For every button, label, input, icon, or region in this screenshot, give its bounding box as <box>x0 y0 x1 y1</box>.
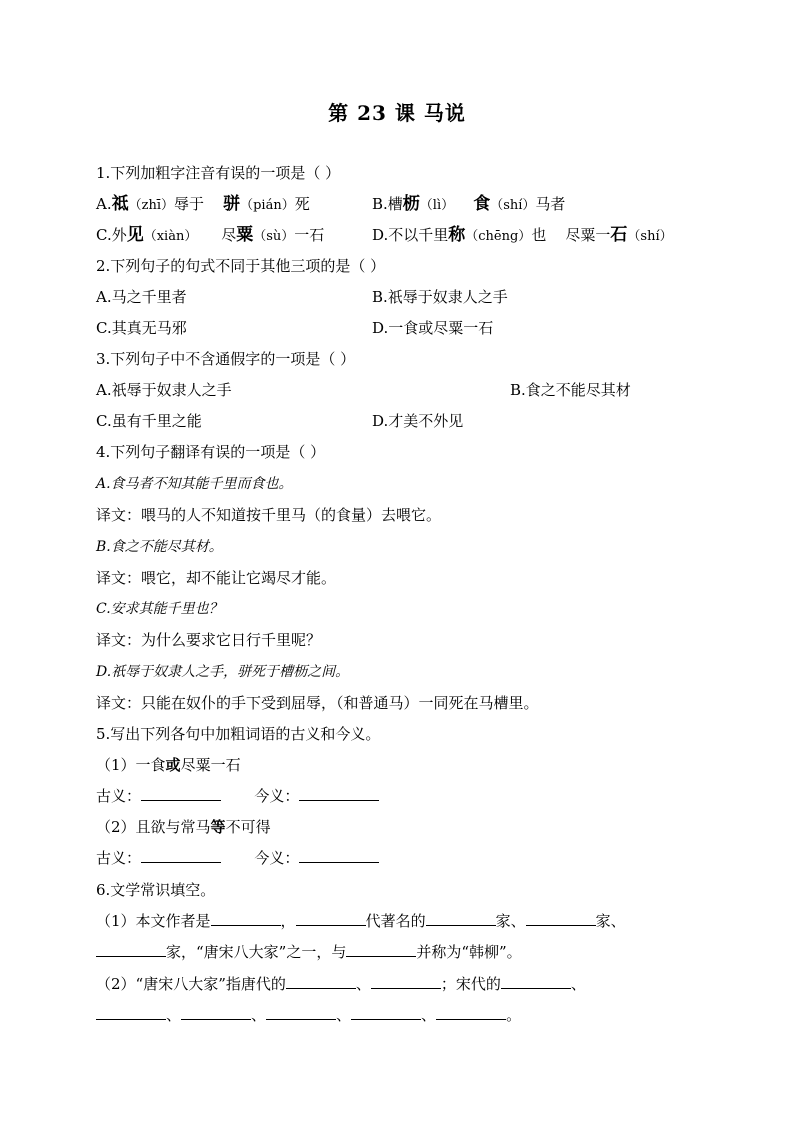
q3-option-c: C.虽有千里之能 <box>96 412 202 430</box>
q2-option-a: A.马之千里者 <box>96 288 187 306</box>
q4-option-a: A.食马者不知其能千里而食也。 <box>96 476 293 492</box>
q6-tang-blank-2[interactable] <box>371 974 441 989</box>
q5-stem: 5.写出下列各句中加粗词语的古义和今义。 <box>96 725 381 743</box>
q6-song-blank-6[interactable] <box>436 1005 506 1020</box>
q3-option-a: A.祇辱于奴隶人之手 <box>96 381 232 399</box>
q6-role-blank-1[interactable] <box>426 911 496 926</box>
q3-option-b: B.食之不能尽其材 <box>510 381 631 399</box>
q2-option-d: D.一食或尽粟一石 <box>372 319 494 337</box>
q6-dynasty-blank[interactable] <box>296 911 366 926</box>
q4-option-c: C.安求其能千里也？ <box>96 601 223 617</box>
q5-answer-row-2: 古义： 今义： <box>96 848 379 868</box>
q6-song-blank-4[interactable] <box>266 1005 336 1020</box>
q5-2-ancient-blank[interactable] <box>141 848 221 863</box>
q6-author-blank[interactable] <box>211 911 281 926</box>
q6-liu-blank[interactable] <box>346 942 416 957</box>
q3-option-d: D.才美不外见 <box>372 412 464 430</box>
q4-option-d: D.祇辱于奴隶人之手，骈死于槽枥之间。 <box>96 664 350 680</box>
q6-song-blank-5[interactable] <box>351 1005 421 1020</box>
q1-option-d: D.不以千里称（chēng）也 尽粟一石（shí） <box>372 225 673 245</box>
q5-sentence-1: （1）一食或尽粟一石 <box>96 756 241 774</box>
q2-option-c: C.其真无马邪 <box>96 319 187 337</box>
q6-song-blank-3[interactable] <box>181 1005 251 1020</box>
q6-line-1: （1）本文作者是 ， 代著名的 家、 家、 <box>96 912 626 930</box>
q1-option-a: A.祗（zhī）辱于 骈（pián）死 <box>96 194 310 214</box>
q2-option-b: B.祇辱于奴隶人之手 <box>372 288 508 306</box>
q5-1-modern-blank[interactable] <box>299 786 379 801</box>
q5-sentence-2: （2）且欲与常马等不可得 <box>96 818 271 836</box>
q5-1-ancient-blank[interactable] <box>141 786 221 801</box>
q4-stem: 4.下列句子翻译有误的一项是（ ） <box>96 443 326 461</box>
q6-role-blank-2[interactable] <box>526 911 596 926</box>
q4-option-d-translation: 译文：只能在奴仆的手下受到屈辱，（和普通马）一同死在马槽里。 <box>96 694 539 712</box>
q5-answer-row-1: 古义： 今义： <box>96 786 379 806</box>
q6-role-blank-3[interactable] <box>96 942 166 957</box>
q2-stem: 2.下列句子的句式不同于其他三项的是（ ） <box>96 257 386 275</box>
q6-line-2: 家，“唐宋八大家”之一，与 并称为“韩柳”。 <box>96 942 522 962</box>
page-title: 第 23 课 马说 <box>328 101 466 125</box>
q6-line-4: 、 、 、 、 。 <box>96 1005 521 1025</box>
q6-stem: 6.文学常识填空。 <box>96 881 216 899</box>
q3-stem: 3.下列句子中不含通假字的一项是（ ） <box>96 350 356 368</box>
q6-line-3: （2）“唐宋八大家”指唐代的 、 ；宋代的 、 <box>96 975 586 993</box>
q1-stem: 1.下列加粗字注音有误的一项是（ ） <box>96 164 341 182</box>
q4-option-b: B.食之不能尽其材。 <box>96 539 223 555</box>
q4-option-c-translation: 译文：为什么要求它日行千里呢？ <box>96 631 322 649</box>
q4-option-a-translation: 译文：喂马的人不知道按千里马（的食量）去喂它。 <box>96 506 442 524</box>
q6-tang-blank-1[interactable] <box>286 974 356 989</box>
q5-2-modern-blank[interactable] <box>299 848 379 863</box>
q1-option-b: B.槽枥（lì） 食（shí）马者 <box>372 194 566 214</box>
q6-song-blank-1[interactable] <box>501 974 571 989</box>
q6-song-blank-2[interactable] <box>96 1005 166 1020</box>
q4-option-b-translation: 译文：喂它，却不能让它竭尽才能。 <box>96 569 337 587</box>
q1-option-c: C.外见（xiàn） 尽粟（sù）一石 <box>96 225 325 245</box>
